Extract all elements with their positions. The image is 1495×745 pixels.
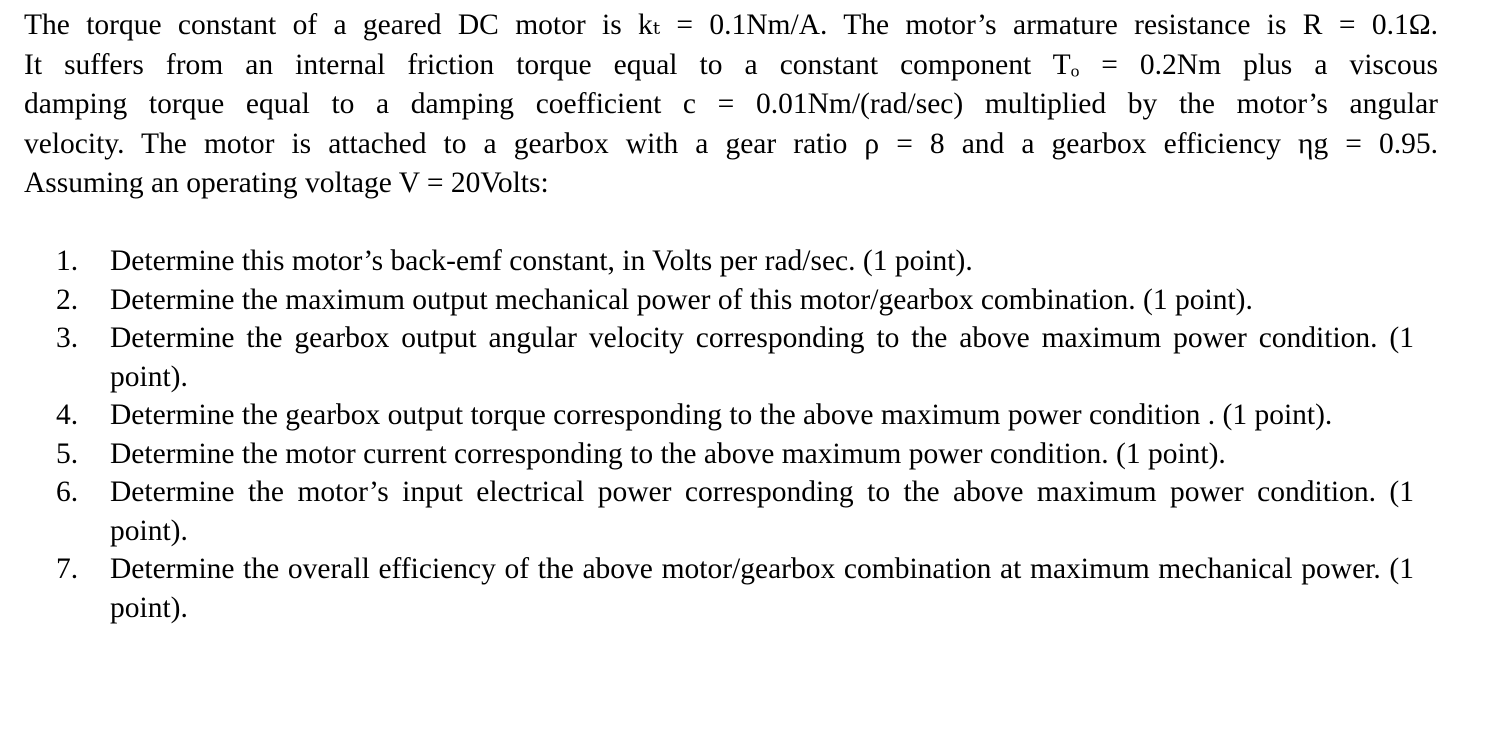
question-item-7 [56, 550, 1414, 627]
problem-line-2: It suffers from an internal friction torque equal to a constant component Tₒ = 0.2Nm plus a viscous [24, 48, 1438, 81]
problem-statement [24, 6, 1438, 204]
problem-line-4: velocity. The motor is attached to a gearbox with a gear ratio ρ = 8 and a gearbox efficiency ηg = 0.95. [24, 127, 1438, 160]
question-item-5 [56, 435, 1414, 474]
question-number: 2. [56, 283, 79, 316]
question-text: Determine the motor current corresponding to the above maximum power condition. (1 point). [110, 437, 1226, 470]
question-item-3 [56, 319, 1414, 396]
problem-line-3: damping torque equal to a damping coefficient c = 0.01Nm/(rad/sec) multiplied by the motor’s angular [24, 88, 1438, 120]
question-item-2 [56, 281, 1414, 320]
question-text: Determine the overall efficiency of the above motor/gearbox combination at maximum mechanical power. (1 point). [110, 553, 1414, 624]
question-text: Determine the maximum output mechanical power of this motor/gearbox combination. (1 point). [110, 283, 1253, 316]
question-text: Determine the gearbox output torque corresponding to the above maximum power condition . (1 point). [110, 399, 1333, 431]
question-list [56, 242, 1414, 627]
question-number: 7. [56, 553, 79, 585]
question-text: Determine the gearbox output angular velocity corresponding to the above maximum power condition. (1 point). [110, 322, 1414, 393]
question-item-1 [56, 242, 1414, 281]
question-number: 4. [56, 399, 79, 431]
question-number: 1. [56, 245, 79, 277]
problem-line-5: Assuming an operating voltage V = 20Volts: [24, 167, 549, 199]
problem-line-1: The torque constant of a geared DC motor is kₜ = 0.1Nm/A. The motor’s armature resistance is R = 0.1Ω. [24, 9, 1438, 41]
question-item-4 [56, 396, 1414, 435]
question-number: 6. [56, 476, 79, 508]
question-item-6 [56, 473, 1414, 550]
question-number: 5. [56, 437, 79, 470]
question-number: 3. [56, 322, 79, 354]
question-text: Determine this motor’s back-emf constant, in Volts per rad/sec. (1 point). [110, 245, 973, 277]
document-page [24, 6, 1438, 204]
question-text: Determine the motor’s input electrical power corresponding to the above maximum power condition. (1 point). [110, 476, 1414, 547]
